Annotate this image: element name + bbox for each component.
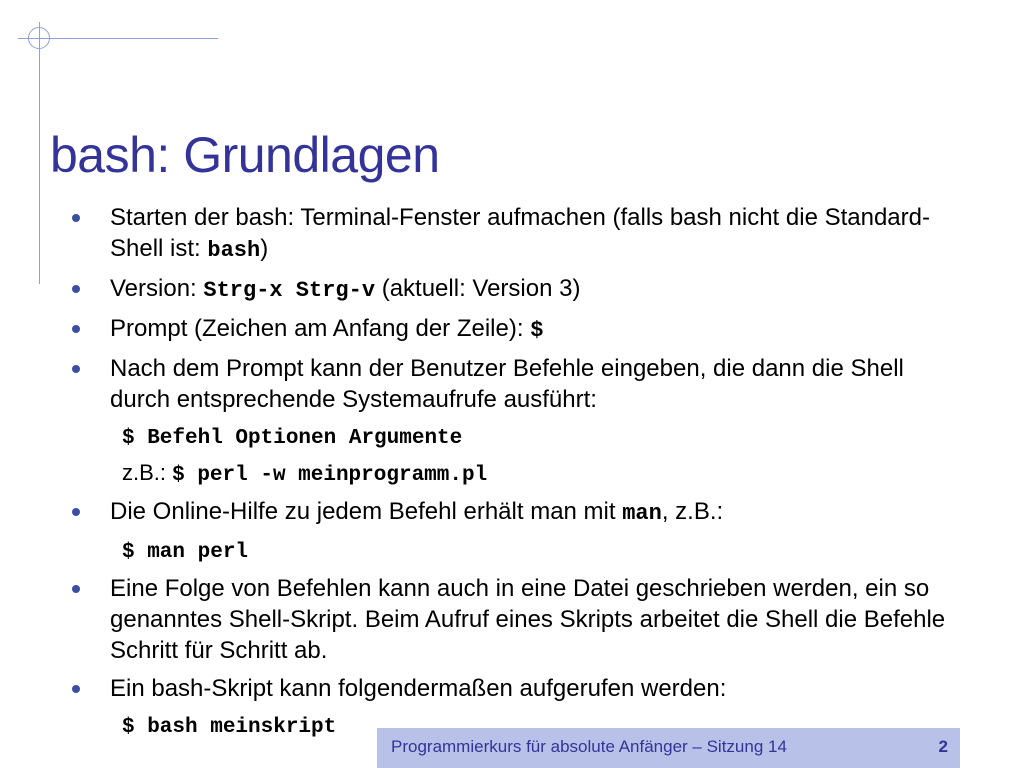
bullet-code: man bbox=[622, 501, 662, 526]
bullet-shell-skript bbox=[70, 573, 970, 666]
bullet-text: (aktuell: Version 3) bbox=[375, 275, 581, 302]
slide-content bbox=[70, 202, 970, 748]
bullet-text: ) bbox=[260, 235, 269, 262]
bullet-skript-aufruf bbox=[70, 673, 970, 704]
decoration-circle bbox=[28, 27, 50, 49]
bullet-dot-icon bbox=[72, 585, 80, 593]
bullet-dot-icon bbox=[72, 508, 80, 516]
sub-man-example bbox=[70, 536, 970, 567]
bullet-dot-icon bbox=[72, 365, 80, 373]
code-line: $ man perl bbox=[122, 541, 249, 564]
bullet-text: Starten der bash: Terminal-Fenster aufmachen (falls bash nicht die Standard-Shell ist: bbox=[110, 204, 930, 262]
bullet-text: Prompt (Zeichen am Anfang der Zeile): bbox=[110, 315, 531, 342]
slide-footer bbox=[377, 728, 960, 768]
bullet-text: Nach dem Prompt kann der Benutzer Befehle eingeben, die dann die Shell durch entsprechende Systemaufrufe ausführt: bbox=[110, 355, 904, 413]
code-line: $ perl -w meinprogramm.pl bbox=[172, 464, 488, 487]
sub-perl-example bbox=[70, 459, 970, 490]
page-number: 2 bbox=[938, 737, 948, 756]
bullet-prompt bbox=[70, 313, 970, 346]
sub-text: z.B.: bbox=[122, 460, 173, 485]
bullet-text: Die Online-Hilfe zu jedem Befehl erhält man mit bbox=[110, 498, 623, 525]
bullet-start-bash bbox=[70, 202, 970, 266]
bullet-dot-icon bbox=[72, 685, 80, 693]
bullet-befehle bbox=[70, 353, 970, 415]
bullet-dot-icon bbox=[72, 214, 80, 222]
bullet-code: $ bbox=[530, 318, 544, 343]
bullet-code: bash bbox=[207, 238, 261, 263]
bullet-text: , z.B.: bbox=[661, 498, 724, 525]
bullet-code: Strg-x Strg-v bbox=[203, 278, 376, 303]
slide-title: bash: Grundlagen bbox=[50, 127, 440, 183]
sub-befehl-syntax bbox=[70, 422, 970, 453]
bullet-dot-icon bbox=[72, 325, 80, 333]
decoration-vertical-line bbox=[39, 22, 40, 284]
bullet-version bbox=[70, 273, 970, 306]
code-line: $ bash meinskript bbox=[122, 716, 337, 739]
bullet-text: Version: bbox=[110, 275, 204, 302]
bullet-dot-icon bbox=[72, 285, 80, 293]
bullet-online-hilfe bbox=[70, 496, 970, 529]
bullet-text: Ein bash-Skript kann folgendermaßen aufgerufen werden: bbox=[110, 675, 727, 702]
bullet-text: Eine Folge von Befehlen kann auch in eine Datei geschrieben werden, ein so genanntes Shell-Skript. Beim Aufruf eines Skripts arbeitet die Shell die Befehle Schritt für Schritt ab. bbox=[110, 575, 946, 664]
code-line: $ Befehl Optionen Argumente bbox=[122, 427, 463, 450]
footer-text: Programmierkurs für absolute Anfänger – Sitzung 14 bbox=[391, 737, 787, 756]
